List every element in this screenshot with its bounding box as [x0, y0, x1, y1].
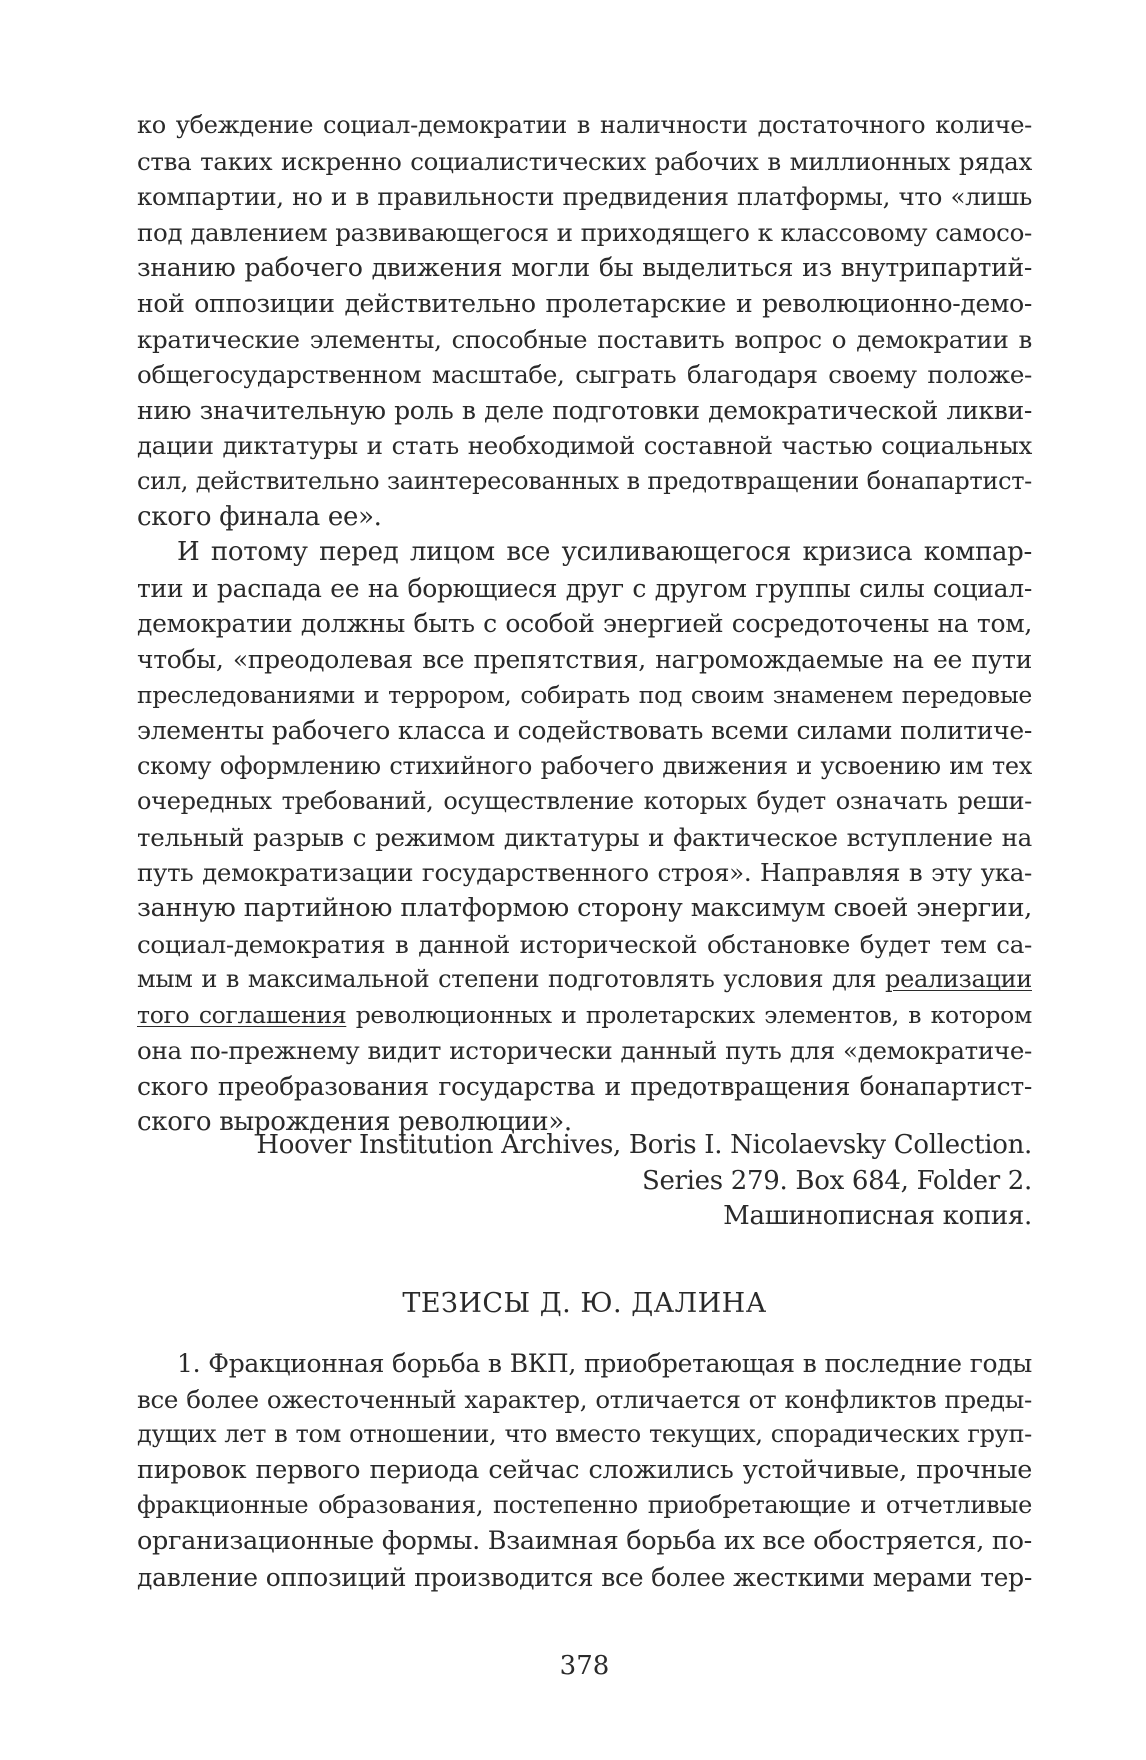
source-line: Hoover Institution Archives, Boris I. Nicolaevsky Collection.	[256, 1130, 1032, 1160]
text-line: ского финала ее».	[137, 501, 382, 532]
text-line: путь демократизации государственного строя». Направляя в эту ука-	[137, 858, 1032, 888]
text-line: сил, действительно заинтересованных в предотвращении бонапартист-	[137, 466, 1032, 495]
text-line: давление оппозиций производится все более жесткими мерами тер-	[137, 1562, 1032, 1592]
text-line: дущих лет в том отношении, что вместо текущих, спорадических груп-	[137, 1420, 1032, 1449]
text-line-with-underline	[137, 998, 1032, 1034]
text-line-with-underline	[137, 962, 1032, 998]
text-line: кратические элементы, способные поставить вопрос о демократии в	[137, 324, 1032, 354]
text-line: социал-демократия в данной исторической обстановке будет тем са-	[137, 929, 1032, 959]
text-line: нию значительную роль в деле подготовки демократической ликви-	[137, 395, 1032, 425]
text-line: ского преобразования государства и предотвращения бонапартист-	[137, 1072, 1032, 1102]
text-line: общегосударственном масштабе, сыграть благодаря своему положе-	[137, 360, 1032, 390]
text-line: И потому перед лицом все усиливающегося кризиса компар-	[177, 537, 1032, 568]
text-line: чтобы, «преодолевая все препятствия, нагромождаемые на ее пути	[137, 644, 1032, 674]
text-line: очередных требований, осуществление которых будет означать реши-	[137, 787, 1032, 816]
underlined-text: того соглашения	[137, 1000, 347, 1029]
text-fragment: мым и в максимальной степени подготовлять условия для	[137, 965, 877, 994]
underlined-text: реализации	[885, 965, 1032, 994]
text-line: элементы рабочего класса и содействовать всеми силами политиче-	[137, 716, 1032, 746]
text-line: пировок первого периода сейчас сложились устойчивые, прочные	[137, 1454, 1032, 1485]
text-fragment: революционных и пролетарских элементов, в котором	[355, 1000, 1032, 1029]
paragraph-1	[137, 108, 1032, 535]
text-line: ского вырождения революции».	[137, 1106, 572, 1137]
text-line: 1. Фракционная борьба в ВКП, приобретающая в последние годы	[177, 1349, 1032, 1378]
text-line: тельный разрыв с режимом диктатуры и фактическое вступление на	[137, 822, 1032, 852]
text-line: знанию рабочего движения могли бы выделиться из внутрипартий-	[137, 253, 1032, 283]
source-line: Series 279. Box 684, Folder 2.	[641, 1165, 1032, 1196]
text-line: ко убеждение социал-демократии в наличности достаточного количе-	[137, 111, 1032, 139]
text-line: компартии, но и в правильности предвидения платформы, что «лишь	[137, 182, 1032, 212]
source-line: Машинописная копия.	[723, 1201, 1032, 1232]
archive-source-note	[137, 1128, 1032, 1235]
text-line: преследованиями и террором, собирать под своим знаменем передовые	[137, 680, 1032, 709]
text-line: скому оформлению стихийного рабочего движения и усвоению им тех	[137, 751, 1032, 780]
text-line: демократии должны быть с особой энергией сосредоточены на том,	[137, 609, 1032, 639]
paragraph-3	[137, 1346, 1032, 1595]
text-line: фракционные образования, постепенно приобретающие и отчетливые	[137, 1491, 1032, 1520]
paragraph-2	[137, 535, 1032, 1140]
page-number: 378	[559, 1651, 610, 1681]
text-line: ства таких искренно социалистических рабочих в миллионных рядах	[137, 146, 1032, 176]
text-line: все более ожесточенный характер, отличается от конфликтов преды-	[137, 1384, 1032, 1414]
section-heading: ТЕЗИСЫ Д. Ю. ДАЛИНА	[402, 1288, 767, 1319]
text-line: занную партийною платформою сторону максимум своей энергии,	[137, 893, 1032, 924]
text-line: дации диктатуры и стать необходимой составной частью социальных	[137, 431, 1032, 461]
text-line: ной оппозиции действительно пролетарские и революционно-демо-	[137, 288, 1032, 318]
text-line: тии и распада ее на борющиеся друг с другом группы силы социал-	[137, 573, 1032, 603]
text-line: она по-прежнему видит исторически данный путь для «демократиче-	[137, 1036, 1032, 1066]
text-line: под давлением развивающегося и приходящего к классовому самосо-	[137, 217, 1032, 247]
text-line: организационные формы. Взаимная борьба их все обостряется, по-	[137, 1525, 1032, 1556]
main-text-block	[137, 108, 1032, 1140]
